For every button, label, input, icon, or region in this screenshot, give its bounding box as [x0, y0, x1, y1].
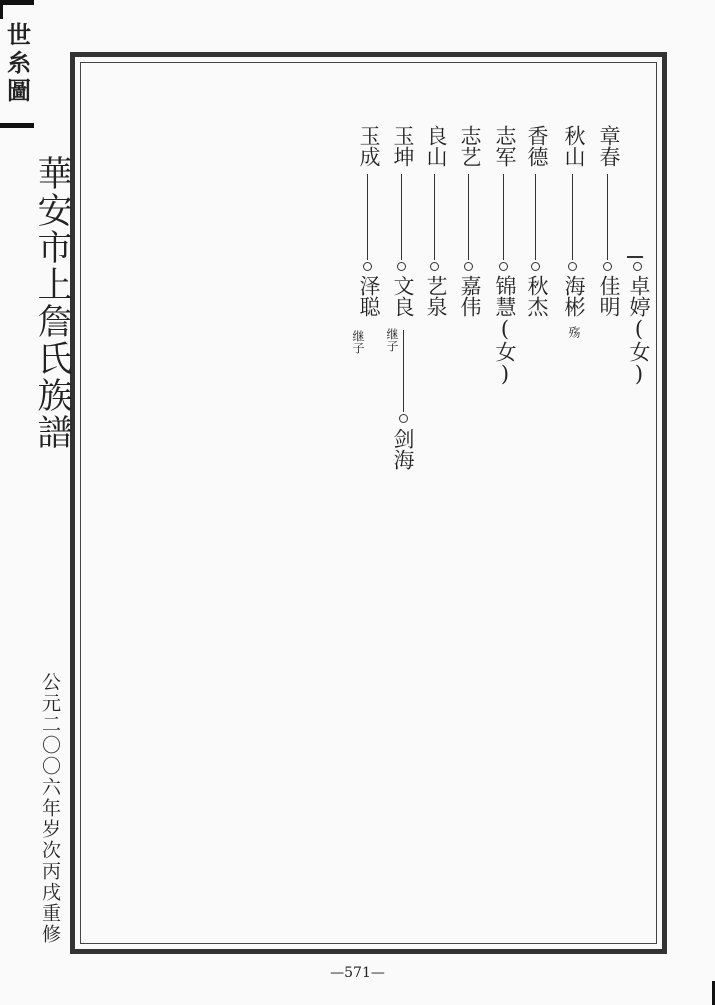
child-name: 嘉伟 [458, 275, 482, 317]
child-name: 文良 [391, 275, 415, 317]
child-note: 继子 [385, 328, 399, 352]
node-marker [568, 262, 577, 271]
parent-name: 秋山 [562, 125, 586, 167]
section-label-text: 世糸圖 [2, 22, 32, 106]
lineage-line [401, 174, 402, 260]
lineage-line [607, 174, 608, 260]
child-note: 殇 [567, 326, 581, 338]
node-marker [399, 414, 408, 423]
child-note: (女) [493, 317, 517, 386]
node-marker [464, 262, 473, 271]
lineage-line [403, 330, 404, 412]
branch-tick [627, 256, 643, 258]
child-name: 秋杰 [525, 275, 549, 317]
section-label [0, 0, 34, 128]
lineage-line [535, 174, 536, 260]
lineage-line [572, 174, 573, 260]
lineage-line [468, 174, 469, 260]
node-marker [499, 262, 508, 271]
child-name [493, 275, 517, 386]
child-name [627, 275, 651, 386]
grandchild-name: 剑海 [391, 428, 415, 470]
child-name: 佳明 [597, 275, 621, 317]
page-number: —571— [330, 965, 385, 981]
page-frame-inner [80, 62, 657, 944]
node-marker [633, 262, 642, 271]
node-marker [531, 262, 540, 271]
child-name-text: 卓婷 [627, 275, 651, 317]
node-marker [430, 262, 439, 271]
parent-name: 玉坤 [391, 125, 415, 167]
child-name: 泽聪 [357, 275, 381, 317]
lineage-line [367, 174, 368, 260]
parent-name: 良山 [424, 125, 448, 167]
parent-name: 香德 [525, 125, 549, 167]
parent-name: 志艺 [458, 125, 482, 167]
parent-name: 玉成 [357, 125, 381, 167]
child-name: 艺泉 [424, 275, 448, 317]
lineage-line [503, 174, 504, 260]
parent-name: 志军 [493, 125, 517, 167]
node-marker [603, 262, 612, 271]
edition-date: 公元二〇〇六年岁次丙戌重修 [39, 672, 61, 945]
child-name: 海彬 [562, 275, 586, 317]
child-note: (女) [627, 317, 651, 386]
genealogy-title: 華安市上詹氏族譜 [32, 155, 72, 451]
child-note: 继子 [351, 330, 365, 354]
parent-name: 章春 [597, 125, 621, 167]
child-name-text: 锦慧 [493, 275, 517, 317]
lineage-line [434, 174, 435, 260]
node-marker [363, 262, 372, 271]
node-marker [397, 262, 406, 271]
